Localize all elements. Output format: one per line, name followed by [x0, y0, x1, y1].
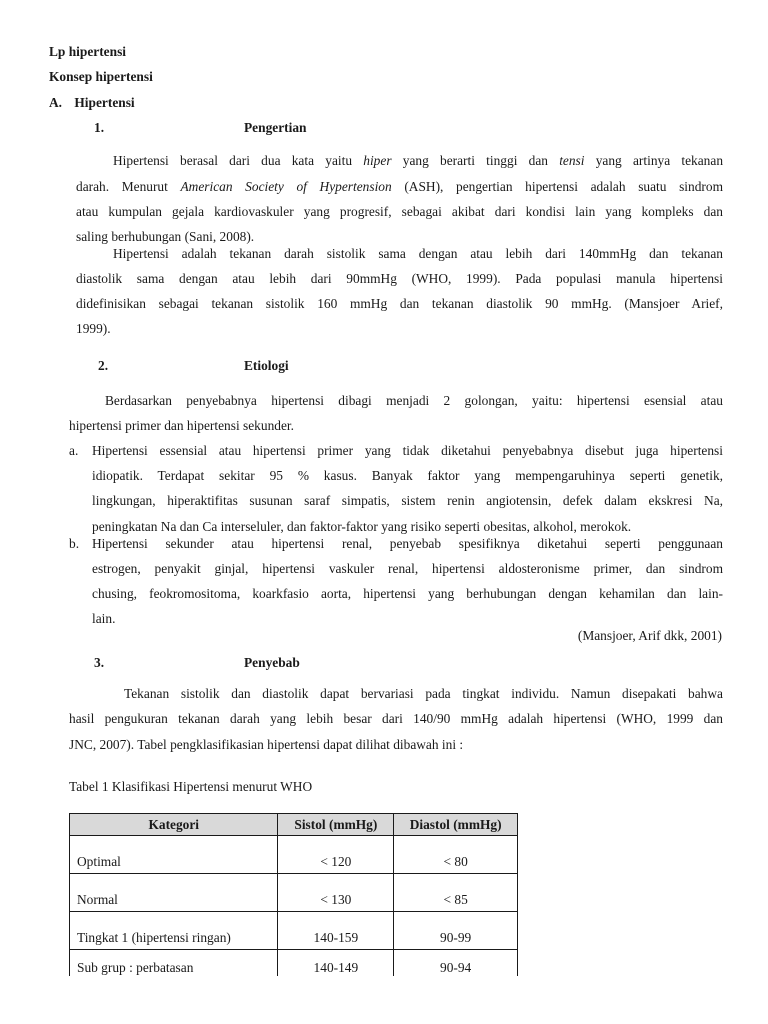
subsection-1-title: Pengertian [244, 120, 307, 135]
subsection-1-number: 1. [94, 120, 105, 135]
cell-diastol: < 85 [394, 874, 518, 912]
table-row [70, 836, 518, 874]
list-b-line-3: chusing, feokromositoma, koarkfasio aorta, hipertensi yang berhubungan dengan kehamilan dan lain- [92, 586, 723, 601]
concept-heading: Konsep hipertensi [49, 69, 153, 84]
italic-ash: American Society of Hypertension [180, 179, 392, 194]
cell-diastol: 90-99 [394, 912, 518, 950]
list-a-line-1: Hipertensi essensial atau hipertensi primer yang tidak diketahui penyebabnya disebut juga hipertensi [92, 443, 723, 458]
cell-kategori: Optimal [70, 836, 278, 874]
list-b-line-1: Hipertensi sekunder atau hipertensi renal, penyebab spesifiknya diketahui seperti penggunaan [92, 536, 723, 551]
cell-sistol: 140-149 [278, 950, 394, 977]
p2-line-2: diastolik sama dengan atau lebih dari 90mmHg (WHO, 1999). Pada populasi manula hipertensi [76, 271, 723, 286]
p1-line-4: saling berhubungan (Sani, 2008). [76, 229, 255, 244]
p2-line-4: 1999). [76, 321, 111, 336]
table-row [70, 874, 518, 912]
header-sistol: Sistol (mmHg) [278, 814, 394, 836]
list-b-line-2: estrogen, penyakit ginjal, hipertensi vaskuler renal, hipertensi aldosteronisme primer, dan sindrom [92, 561, 723, 576]
cell-diastol: < 80 [394, 836, 518, 874]
p4-line-3: JNC, 2007). Tabel pengklasifikasian hipertensi dapat dilihat dibawah ini : [69, 737, 464, 752]
section-a-heading [49, 95, 135, 111]
cell-sistol: < 130 [278, 874, 394, 912]
table-caption: Tabel 1 Klasifikasi Hipertensi menurut WHO [69, 779, 313, 794]
table-header-row [70, 814, 518, 836]
p2-line-1: Hipertensi adalah tekanan darah sistolik sama dengan atau lebih dari 140mmHg dan tekanan [113, 246, 723, 261]
table-row [70, 912, 518, 950]
p1-line-1: Hipertensi berasal dari dua kata yaitu hiper yang berarti tinggi dan tensi yang artinya tekanan [113, 153, 724, 168]
classification-table [69, 813, 518, 976]
subsection-3-title: Penyebab [244, 655, 300, 670]
table-row [70, 950, 518, 977]
subsection-2-title: Etiologi [244, 358, 289, 373]
header-kategori: Kategori [70, 814, 278, 836]
p3-line-2: hipertensi primer dan hipertensi sekunder. [69, 418, 294, 433]
list-a-line-4: peningkatan Na dan Ca interseluler, dan faktor-faktor yang risiko seperti obesitas, alkohol, merokok. [92, 519, 632, 534]
p3-line-1: Berdasarkan penyebabnya hipertensi dibagi menjadi 2 golongan, yaitu: hipertensi esensial atau [105, 393, 723, 408]
list-item-a-marker: a. [69, 443, 79, 458]
italic-tensi: tensi [559, 153, 585, 168]
p1-line-2: darah. Menurut American Society of Hypertension (ASH), pengertian hipertensi adalah suatu sindrom [76, 179, 723, 194]
italic-hiper: hiper [363, 153, 392, 168]
document-title: Lp hipertensi [49, 44, 127, 59]
p4-line-1: Tekanan sistolik dan diastolik dapat bervariasi pada tingkat individu. Namun disepakati bahwa [124, 686, 723, 701]
header-diastol: Diastol (mmHg) [394, 814, 518, 836]
cell-kategori: Tingkat 1 (hipertensi ringan) [70, 912, 278, 950]
list-a-line-3: lingkungan, hiperaktifitas susunan saraf simpatis, sistem renin angiotensin, defek dalam ekskresi Na, [92, 493, 723, 508]
p4-line-2: hasil pengukuran tekanan darah yang lebih besar dari 140/90 mmHg adalah hipertensi (WHO, 1999 dan [69, 711, 723, 726]
section-a-title: Hipertensi [74, 95, 135, 110]
cell-sistol: < 120 [278, 836, 394, 874]
citation: (Mansjoer, Arif dkk, 2001) [577, 628, 722, 643]
subsection-2-number: 2. [98, 358, 109, 373]
list-item-b-marker: b. [69, 536, 80, 551]
cell-kategori: Sub grup : perbatasan [70, 950, 278, 977]
cell-diastol: 90-94 [394, 950, 518, 977]
list-a-line-2: idiopatik. Terdapat sekitar 95 % kasus. Banyak faktor yang mempengaruhinya seperti genetik, [92, 468, 723, 483]
p1-line-3: atau kumpulan gejala kardiovaskuler yang progresif, sebagai akibat dari kondisi lain yang kompleks dan [76, 204, 723, 219]
p2-line-3: didefinisikan sebagai tekanan sistolik 160 mmHg dan tekanan diastolik 90 mmHg. (Mansjoer Arief, [76, 296, 723, 311]
cell-kategori: Normal [70, 874, 278, 912]
section-a-marker: A. [49, 95, 63, 110]
list-b-line-4: lain. [92, 611, 116, 626]
subsection-3-number: 3. [94, 655, 105, 670]
cell-sistol: 140-159 [278, 912, 394, 950]
